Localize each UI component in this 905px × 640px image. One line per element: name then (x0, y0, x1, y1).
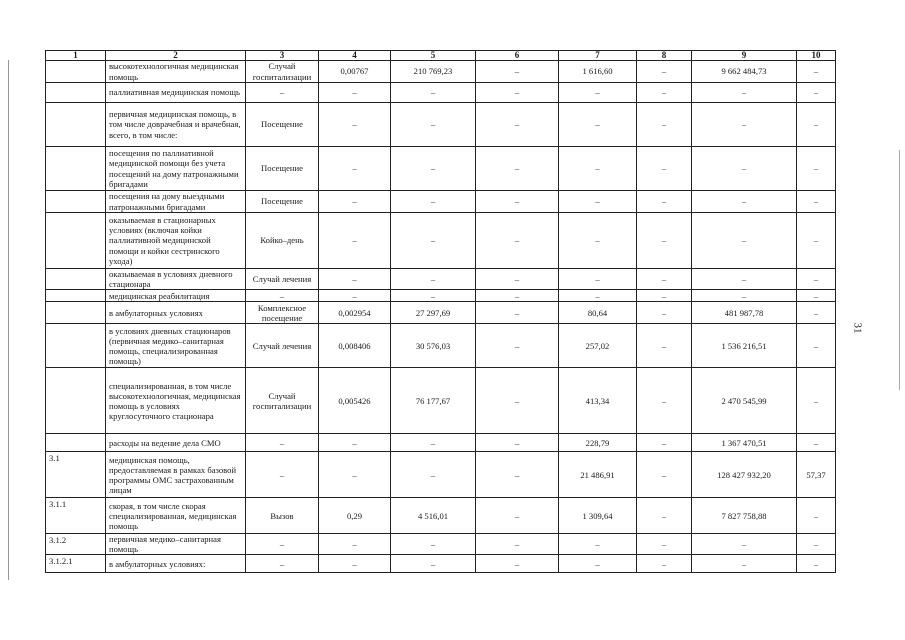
scan-edge-mark-right (899, 150, 901, 390)
cell-c2: скорая, в том числе скорая специализированная, медицинская помощь (106, 498, 246, 534)
cell-c2: оказываемая в условиях дневного стационара (106, 269, 246, 290)
cell-c2: в амбулаторных условиях (106, 302, 246, 324)
table-row (46, 555, 836, 573)
cell-c4: – (319, 290, 391, 302)
cell-c4: – (319, 191, 391, 213)
table-row (46, 302, 836, 324)
cell-c5: 30 576,03 (391, 324, 476, 368)
cell-c4: – (319, 103, 391, 147)
cell-c10: – (797, 61, 836, 83)
cell-c8: – (637, 555, 692, 573)
cell-c10: – (797, 302, 836, 324)
cell-c4: 0,29 (319, 498, 391, 534)
cell-c1 (46, 83, 106, 103)
cell-c7: 413,34 (559, 368, 637, 434)
cell-c4: – (319, 83, 391, 103)
cell-c7: – (559, 191, 637, 213)
cell-c5: – (391, 534, 476, 555)
cell-c5: 76 177,67 (391, 368, 476, 434)
cell-c9: – (692, 290, 797, 302)
cell-c6: – (476, 368, 559, 434)
cell-c3: Случай лечения (246, 269, 319, 290)
cell-c9: – (692, 83, 797, 103)
column-header-7: 7 (559, 51, 637, 61)
cell-c10: – (797, 103, 836, 147)
cell-c3: Случай лечения (246, 324, 319, 368)
cell-c5: – (391, 555, 476, 573)
cell-c2: медицинская реабилитация (106, 290, 246, 302)
cell-c5: – (391, 434, 476, 452)
cell-c9: 2 470 545,99 (692, 368, 797, 434)
cell-c9: 1 367 470,51 (692, 434, 797, 452)
cell-c8: – (637, 290, 692, 302)
cell-c7: 80,64 (559, 302, 637, 324)
cell-c2: первичная медико–санитарная помощь (106, 534, 246, 555)
column-header-9: 9 (692, 51, 797, 61)
cell-c1 (46, 147, 106, 191)
cell-c6: – (476, 302, 559, 324)
cell-c2: паллиативная медицинская помощь (106, 83, 246, 103)
cell-c7: – (559, 147, 637, 191)
cell-c6: – (476, 324, 559, 368)
table-row (46, 534, 836, 555)
cell-c3: – (246, 83, 319, 103)
table-row (46, 103, 836, 147)
table-row (46, 498, 836, 534)
cell-c8: – (637, 61, 692, 83)
cell-c6: – (476, 147, 559, 191)
cell-c9: – (692, 191, 797, 213)
cell-c7: – (559, 555, 637, 573)
table-row (46, 269, 836, 290)
cell-c1 (46, 368, 106, 434)
table-row (46, 452, 836, 498)
cell-c4: – (319, 534, 391, 555)
cell-c8: – (637, 103, 692, 147)
cell-c5: – (391, 213, 476, 269)
cell-c10: – (797, 83, 836, 103)
cell-c6: – (476, 213, 559, 269)
cell-c10: – (797, 498, 836, 534)
cell-c7: – (559, 269, 637, 290)
cell-c3: Посещение (246, 147, 319, 191)
cell-c8: – (637, 498, 692, 534)
cell-c2: посещения по паллиативной медицинской помощи без учета посещений на дому патронажными бригадами (106, 147, 246, 191)
cell-c6: – (476, 555, 559, 573)
table-body (46, 51, 836, 573)
cell-c10: – (797, 434, 836, 452)
cell-c4: 0,008406 (319, 324, 391, 368)
column-header-3: 3 (246, 51, 319, 61)
cell-c2: расходы на ведение дела СМО (106, 434, 246, 452)
cell-c9: 7 827 758,88 (692, 498, 797, 534)
cell-c7: 1 309,64 (559, 498, 637, 534)
cell-c5: 210 769,23 (391, 61, 476, 83)
cell-c3: Случай госпитализации (246, 61, 319, 83)
cell-c1 (46, 324, 106, 368)
cell-c9: – (692, 269, 797, 290)
cell-c9: – (692, 213, 797, 269)
cell-c5: – (391, 290, 476, 302)
cell-c5: – (391, 83, 476, 103)
cell-c6: – (476, 434, 559, 452)
cell-c1 (46, 290, 106, 302)
table-row (46, 61, 836, 83)
cell-c4: – (319, 434, 391, 452)
cell-c1 (46, 191, 106, 213)
cell-c4: 0,002954 (319, 302, 391, 324)
cell-c7: 21 486,91 (559, 452, 637, 498)
cell-c3: – (246, 290, 319, 302)
cell-c2: медицинская помощь, предоставляемая в рамках базовой программы ОМС застрахованным лицам (106, 452, 246, 498)
cell-c8: – (637, 452, 692, 498)
cell-c2: первичная медицинская помощь, в том числе доврачебная и врачебная, всего, в том числе: (106, 103, 246, 147)
cell-c6: – (476, 83, 559, 103)
cell-c10: – (797, 324, 836, 368)
cell-c1 (46, 302, 106, 324)
cell-c10: – (797, 534, 836, 555)
column-header-2: 2 (106, 51, 246, 61)
column-header-8: 8 (637, 51, 692, 61)
cell-c10: – (797, 191, 836, 213)
cell-c8: – (637, 302, 692, 324)
cell-c6: – (476, 269, 559, 290)
cell-c9: – (692, 555, 797, 573)
cell-c7: – (559, 213, 637, 269)
cell-c7: – (559, 83, 637, 103)
cell-c1 (46, 269, 106, 290)
page-number: 31 (851, 322, 864, 334)
cell-c10: – (797, 555, 836, 573)
cell-c6: – (476, 498, 559, 534)
cell-c9: – (692, 103, 797, 147)
cell-c2: посещения на дому выездными патронажными бригадами (106, 191, 246, 213)
cell-c6: – (476, 534, 559, 555)
cell-c9: 1 536 216,51 (692, 324, 797, 368)
cell-c10: – (797, 368, 836, 434)
cell-c2: специализированная, в том числе высокотехнологичная, медицинская помощь в условиях круглосуточного стационара (106, 368, 246, 434)
scan-edge-mark (8, 60, 10, 580)
cell-c10: 57,37 (797, 452, 836, 498)
cell-c3: – (246, 434, 319, 452)
cell-c8: – (637, 434, 692, 452)
cell-c7: 1 616,60 (559, 61, 637, 83)
table-row (46, 368, 836, 434)
cell-c8: – (637, 147, 692, 191)
cell-c8: – (637, 368, 692, 434)
cell-c9: – (692, 147, 797, 191)
table-row (46, 324, 836, 368)
column-header-6: 6 (476, 51, 559, 61)
table-row (46, 83, 836, 103)
cell-c1: 3.1.2 (46, 534, 106, 555)
column-header-5: 5 (391, 51, 476, 61)
table-row (46, 213, 836, 269)
cell-c9: – (692, 534, 797, 555)
cell-c4: – (319, 452, 391, 498)
cell-c7: – (559, 534, 637, 555)
cell-c1: 3.1 (46, 452, 106, 498)
cell-c9: 128 427 932,20 (692, 452, 797, 498)
cell-c3: Койко–день (246, 213, 319, 269)
cell-c6: – (476, 103, 559, 147)
cell-c3: Посещение (246, 191, 319, 213)
cell-c4: 0,005426 (319, 368, 391, 434)
cell-c10: – (797, 213, 836, 269)
table-row (46, 191, 836, 213)
cell-c10: – (797, 290, 836, 302)
cell-c2: в условиях дневных стационаров (первичная медико–санитарная помощь, специализированная помощь) (106, 324, 246, 368)
cell-c1 (46, 61, 106, 83)
table-row (46, 147, 836, 191)
cell-c5: – (391, 147, 476, 191)
cell-c3: – (246, 452, 319, 498)
cell-c5: – (391, 452, 476, 498)
cell-c1 (46, 103, 106, 147)
cell-c7: 228,79 (559, 434, 637, 452)
cell-c1 (46, 434, 106, 452)
cell-c6: – (476, 290, 559, 302)
cell-c10: – (797, 269, 836, 290)
cell-c7: 257,02 (559, 324, 637, 368)
cell-c2: оказываемая в стационарных условиях (включая койки паллиативной медицинской помощи и койки сестринского ухода) (106, 213, 246, 269)
table-row (46, 290, 836, 302)
cell-c6: – (476, 61, 559, 83)
cell-c4: – (319, 213, 391, 269)
cell-c8: – (637, 324, 692, 368)
cell-c3: – (246, 534, 319, 555)
cell-c8: – (637, 83, 692, 103)
cell-c1: 3.1.2.1 (46, 555, 106, 573)
cell-c8: – (637, 213, 692, 269)
cell-c8: – (637, 269, 692, 290)
cell-c5: – (391, 269, 476, 290)
cell-c9: 9 662 484,73 (692, 61, 797, 83)
cell-c3: Посещение (246, 103, 319, 147)
cell-c7: – (559, 290, 637, 302)
cell-c4: 0,00767 (319, 61, 391, 83)
cell-c5: – (391, 191, 476, 213)
cell-c9: 481 987,78 (692, 302, 797, 324)
column-header-10: 10 (797, 51, 836, 61)
column-header-4: 4 (319, 51, 391, 61)
cell-c2: в амбулаторных условиях: (106, 555, 246, 573)
cell-c4: – (319, 147, 391, 191)
cell-c3: Комплексное посещение (246, 302, 319, 324)
cell-c1: 3.1.1 (46, 498, 106, 534)
cell-c8: – (637, 191, 692, 213)
table-row (46, 434, 836, 452)
cell-c3: – (246, 555, 319, 573)
budget-table (45, 50, 836, 573)
cell-c4: – (319, 269, 391, 290)
cell-c7: – (559, 103, 637, 147)
cell-c10: – (797, 147, 836, 191)
cell-c5: – (391, 103, 476, 147)
cell-c2: высокотехнологичная медицинская помощь (106, 61, 246, 83)
cell-c1 (46, 213, 106, 269)
cell-c5: 4 516,01 (391, 498, 476, 534)
header-row (46, 51, 836, 61)
cell-c3: Вызов (246, 498, 319, 534)
cell-c5: 27 297,69 (391, 302, 476, 324)
cell-c3: Случай госпитализации (246, 368, 319, 434)
cell-c4: – (319, 555, 391, 573)
cell-c6: – (476, 191, 559, 213)
cell-c8: – (637, 534, 692, 555)
cell-c6: – (476, 452, 559, 498)
column-header-1: 1 (46, 51, 106, 61)
